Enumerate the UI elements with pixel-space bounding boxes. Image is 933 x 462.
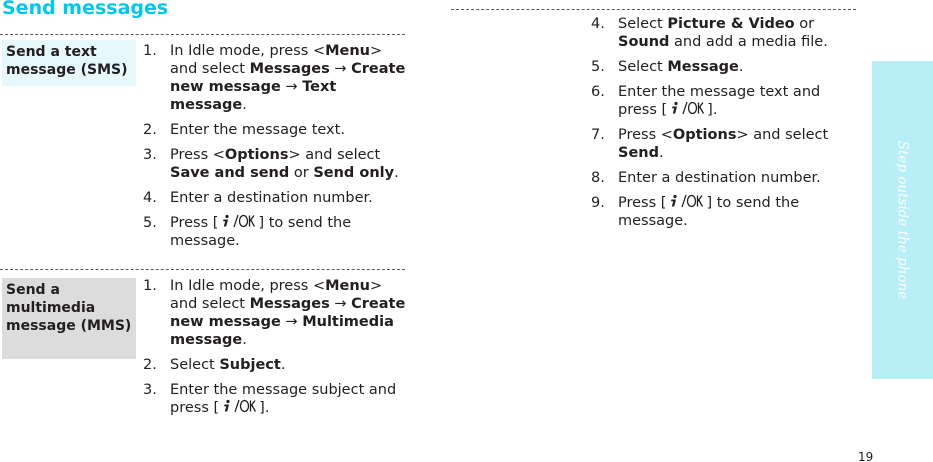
step-keyword: Menu: [325, 278, 371, 294]
step-number: 8.: [591, 170, 605, 186]
step-item: 5. Press [ ] to send the message.: [143, 215, 352, 249]
step-keyword: Create new message: [170, 296, 406, 330]
step-number: 2.: [143, 122, 157, 138]
step-number: 5.: [143, 215, 157, 231]
page-title: Send messages: [2, 0, 169, 19]
step-number: 1.: [143, 278, 157, 294]
step-item: 9. Press [ ] to send the message.: [591, 195, 800, 229]
step-keyword: Messages: [249, 61, 330, 77]
step-keyword: Options: [224, 147, 289, 163]
step-item: 3. Enter the message subject and press [ ].: [143, 382, 397, 416]
section-side-text: Step outside the phone: [894, 140, 911, 300]
divider-top-right: [451, 9, 856, 10]
step-item: 6. Enter the message text and press [ ].: [591, 84, 821, 118]
divider-top-left: [0, 34, 405, 35]
step-keyword: Picture & Video: [667, 16, 795, 32]
mms-label: Send a multimedia message (MMS): [2, 278, 136, 359]
step-number: 3.: [143, 382, 157, 398]
step-number: 1.: [143, 43, 157, 59]
step-keyword: Menu: [325, 43, 371, 59]
step-keyword: Multimedia message: [170, 314, 394, 348]
step-keyword: Options: [672, 127, 737, 143]
step-item: 4. Select Picture & Video or Sound and add a media file.: [591, 16, 828, 50]
step-number: 5.: [591, 59, 605, 75]
ok-key-icon: [667, 101, 707, 115]
ok-key-icon: [666, 194, 706, 208]
step-number: 6.: [591, 84, 605, 100]
step-item: 4. Enter a destination number.: [143, 190, 373, 206]
step-keyword: Save and send: [170, 165, 290, 181]
step-keyword: Messages: [249, 296, 330, 312]
step-keyword: Text message: [170, 79, 337, 113]
step-number: 9.: [591, 195, 605, 211]
step-keyword: Subject: [219, 357, 281, 373]
step-keyword: Send: [618, 145, 659, 161]
step-number: 4.: [143, 190, 157, 206]
step-item: 5. Select Message.: [591, 59, 744, 75]
step-keyword: Message: [667, 59, 739, 75]
mms-steps-continued: [591, 15, 841, 237]
page-number: 19: [858, 450, 874, 462]
step-number: 4.: [591, 16, 605, 32]
step-item: 7. Press <Options> and select Send.: [591, 127, 829, 161]
mms-steps: [143, 277, 411, 424]
step-item: 3. Press <Options> and select Save and send or Send only.: [143, 147, 399, 181]
step-keyword: Sound: [618, 34, 670, 50]
step-item: 2. Enter the message text.: [143, 122, 345, 138]
sms-label: Send a text message (SMS): [2, 40, 136, 86]
step-item: 2. Select Subject.: [143, 357, 286, 373]
section-side-label: [872, 61, 933, 379]
step-number: 2.: [143, 357, 157, 373]
step-number: 7.: [591, 127, 605, 143]
divider-middle-left: [0, 269, 405, 270]
step-number: 3.: [143, 147, 157, 163]
step-keyword: Create new message: [170, 61, 406, 95]
ok-key-icon: [219, 399, 259, 413]
step-item: 1. In Idle mode, press <Menu> and select Messages → Create new message → Text message.: [143, 43, 406, 113]
ok-key-icon: [218, 214, 258, 228]
step-keyword: Send only: [313, 165, 395, 181]
step-item: 1. In Idle mode, press <Menu> and select Messages → Create new message → Multimedia message.: [143, 278, 406, 348]
sms-steps: [143, 42, 411, 257]
step-item: 8. Enter a destination number.: [591, 170, 821, 186]
